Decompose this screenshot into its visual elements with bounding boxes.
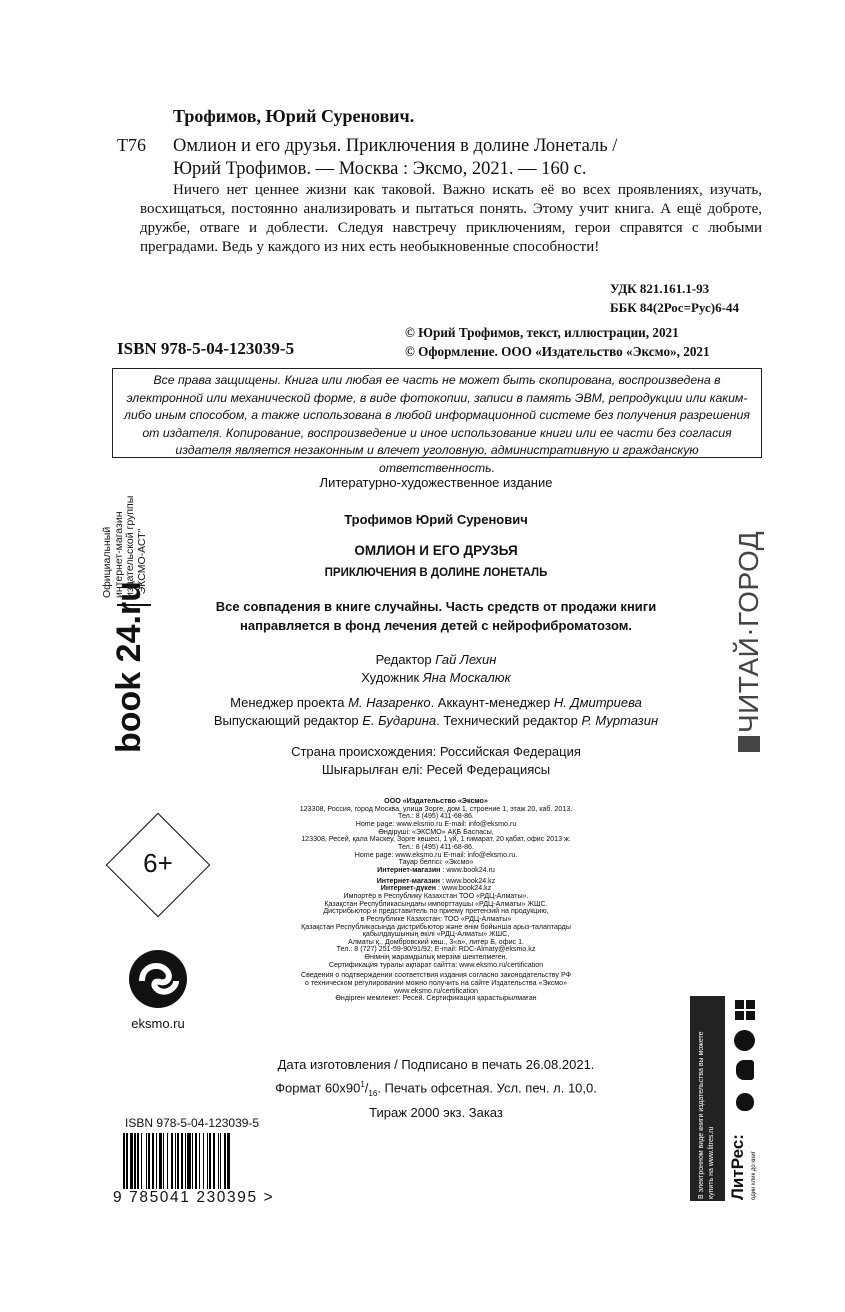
origin <box>180 743 692 779</box>
barcode-isbn: ISBN 978-5-04-123039-5 <box>125 1116 260 1130</box>
publisher-line: Интернет-дүкен : www.book24.kz <box>380 884 492 893</box>
bibliographic-reference <box>173 135 763 181</box>
litres-line: В электронном виде книги издательства вы можете <box>698 1031 705 1199</box>
apple-icon <box>736 1093 754 1111</box>
publisher-line: 123308, Россия, город Москва, улица Зорге, дом 1, строение 1, этаж 20, каб. 2013. <box>299 804 573 813</box>
staff-credits <box>150 694 722 730</box>
android-icon <box>736 1060 754 1080</box>
publisher-line: Тел.: 8 (727) 251-59-90/91/92; E-mail: RDC-Almaty@eksmo.kz <box>336 945 536 954</box>
isbn: ISBN 978-5-04-123039-5 <box>117 339 295 358</box>
artist-name: Яна Москалюк <box>422 670 511 685</box>
copyright-line: © Юрий Трофимов, текст, иллюстрации, 2021 <box>405 325 679 340</box>
editor-credit <box>180 651 692 669</box>
litres-text <box>692 999 717 1199</box>
publisher-line: Сведения о подтверждении соответствия издания согласно законодательству РФ <box>300 971 571 980</box>
udk: УДК 821.161.1-93 <box>610 281 710 296</box>
publisher-info <box>240 798 632 1003</box>
country-kz: Шығарылған елі: Ресей Федерациясы <box>321 762 551 777</box>
label: Менеджер проекта <box>230 695 349 710</box>
publisher-line: Интернет-магазин : www.book24.kz <box>376 876 496 885</box>
label: . Аккаунт-менеджер <box>430 695 554 710</box>
classification-codes <box>610 279 739 317</box>
publisher-line: ООО «Издательство «Эксмо» <box>384 797 488 805</box>
imprint-subtitle: ПРИКЛЮЧЕНИЯ В ДОЛИНЕ ЛОНЕТАЛЬ <box>324 567 548 579</box>
publisher-line: Алматы қ., Домбровский көш., 3«а», литер Б, офис 1. <box>348 937 524 946</box>
eksmo-url[interactable]: eksmo.ru <box>131 1016 185 1031</box>
name: М. Назаренко <box>348 695 431 710</box>
copyright <box>405 323 710 361</box>
label: Художник <box>361 670 423 685</box>
barcode-space <box>230 1133 231 1189</box>
publisher-line: Тел.: 8 (495) 411-68-86. <box>398 842 474 851</box>
imprint-author: Трофимов Юрий Суренович <box>344 512 528 527</box>
publisher-line: www.eksmo.ru/certification <box>394 986 478 995</box>
disclaimer-line: направляется в фонд лечения детей с нейрофиброматозом. <box>240 618 632 633</box>
publisher-line: Интернет-магазин : www.book24.ru <box>377 865 495 874</box>
artist-credit <box>180 669 692 687</box>
publisher-line: в Республике Казахстан: ТОО «РДЦ-Алматы» <box>360 914 512 923</box>
publisher-line: Home page: www.eksmo.ru E-mail: info@eksmo.ru <box>355 819 517 828</box>
country: Страна происхождения: Российская Федерация <box>291 744 581 759</box>
credits <box>180 651 692 687</box>
print-run: Тираж 2000 экз. Заказ <box>369 1104 503 1120</box>
label: . Технический редактор <box>436 713 582 728</box>
age-rating: 6+ <box>143 848 173 878</box>
litres-logo[interactable] <box>730 1134 762 1200</box>
print-date: Дата изготовления / Подписано в печать 26.08.2021. <box>277 1057 595 1072</box>
text: Формат 60x90 <box>275 1079 361 1095</box>
barcode <box>123 1133 291 1189</box>
publisher-line: қабылдаушының өкілі «РДЦ-Алматы» ЖШС, <box>362 930 510 939</box>
catalog-author-heading: Трофимов, Юрий Суренович. <box>173 106 415 126</box>
name: Н. Дмитриева <box>553 695 642 710</box>
reference-line: Юрий Трофимов. — Москва : Эксмо, 2021. — 160 с. <box>173 159 587 179</box>
reference-line: Омлион и его друзья. Приключения в долине Лонеталь / <box>173 136 618 156</box>
editor-credit <box>150 712 722 730</box>
disclaimer <box>160 597 712 635</box>
disclaimer-line: Все совпадения в книге случайны. Часть средств от продажи книги <box>215 599 657 614</box>
publisher-line: Өнімнің жарамдылық мерзімі шектелмеген. <box>364 953 508 962</box>
litres-logo-text: ЛитРес: <box>728 1134 747 1200</box>
publisher-line: о техническом регулировании можно получить на сайте Издательства «Эксмо» <box>304 979 568 988</box>
imprint-title: ОМЛИОН И ЕГО ДРУЗЬЯ <box>354 543 518 558</box>
publisher-line: Дистрибьютор и представитель по приему претензий на продукцию, <box>323 907 549 916</box>
eksmo-logo-icon <box>128 948 188 1010</box>
copyright-line: © Оформление. ООО «Издательство «Эксмо», 2021 <box>405 344 710 359</box>
litres-tagline: один клик до книг <box>751 1151 757 1200</box>
chitai-gorod-logo <box>733 531 765 752</box>
publisher-line: Өндірген мемлекет: Ресей. Сертификация қарастырылмаған <box>335 994 537 1003</box>
publisher-line: Қазақстан Республикасындағы импорттаушы «РДЦ-Алматы» ЖШС. <box>324 899 548 908</box>
genre: Литературно-художественное издание <box>319 475 553 490</box>
publisher-line: 123308, Ресей, қала Мәскеу, Зорге көшесі, 1 үй, 1 ғимарат, 20 қабат, офис 2013 ж. <box>301 835 571 844</box>
sub: 16 <box>368 1088 378 1098</box>
editor-name: Гай Лехин <box>435 652 497 667</box>
publisher-line: Тел.: 8 (495) 411-68-86. <box>398 812 474 821</box>
manager-credit <box>150 694 722 712</box>
publisher-line: Тауар белгісі: «Эксмо» <box>398 858 474 867</box>
author-code: Т76 <box>117 135 146 155</box>
line: издательской группы <box>124 495 136 598</box>
bbk: ББК 84(2Рос=Рус)6-44 <box>610 300 739 315</box>
windows-phone-icon <box>734 1030 755 1051</box>
publisher-line: Импортёр в Республику Казахстан ТОО «РДЦ-Алматы». <box>343 891 529 900</box>
book24-logo[interactable]: book 24.ru <box>110 581 148 753</box>
name: Е. Бударина <box>362 713 437 728</box>
sup: 1 <box>360 1079 365 1089</box>
line: Официальный <box>101 526 113 598</box>
barcode-digits: 9 785041 230395 > <box>113 1189 275 1206</box>
publisher-line: Қазақстан Республикасында дистрибьютор және өнім бойынша арыз-талаптарды <box>301 922 571 931</box>
label: Редактор <box>375 652 436 667</box>
line: интернет-магазин <box>112 511 125 598</box>
publisher-line: Сертификация туралы ақпарат сайтта: www.eksmo.ru/certification <box>328 960 544 969</box>
chitai-gorod-text: ЧИТАЙ·ГОРОД <box>733 530 764 733</box>
label: Выпускающий редактор <box>213 713 363 728</box>
print-info <box>180 1055 692 1122</box>
chitai-gorod-mark-icon <box>738 736 760 752</box>
publisher-line: Home page: www.eksmo.ru E-mail: info@eksmo.ru. <box>354 850 518 859</box>
publisher-line: Өндіруші: «ЭКСМО» АҚБ Баспасы, <box>378 827 494 836</box>
name: Р. Муртазин <box>581 713 659 728</box>
line: "ЭКСМО-АСТ" <box>135 528 148 598</box>
rights-notice: Все права защищены. Книга или любая ее часть не может быть скопирована, воспроизведена в электронной или механической форме, в виде фотокопии, записи в память ЭВМ, репродукции или каким-либо иным способом, а также использована в любой информационной системе без получения разрешения от издателя. Копирование, воспроизведение и иное использование книги или ее части без согласия издателя является незаконным и влечет уголовную, административную и гражданскую ответственность. <box>112 368 762 458</box>
print-format: Формат $60x90^1/_{16}$. Печать офсетная. Усл. печ. л. 10,0. <box>275 1079 597 1098</box>
windows-icon <box>735 1000 755 1020</box>
text: . Печать офсетная. Усл. печ. л. 10,0. <box>377 1079 597 1095</box>
annotation: Ничего нет ценнее жизни как таковой. Важно искать её во всех проявлениях, изучать, восхищаться, постоянно анализировать и пытаться понять. Этому учит книга. А ещё доброте, дружбе, отваге и доблести. Следуя навстречу приключениям, герои справятся с любыми преградами. Ведь у каждого из них есть необыкновенные способности! <box>140 182 762 255</box>
litres-line: купить на www.litres.ru <box>708 1126 715 1199</box>
